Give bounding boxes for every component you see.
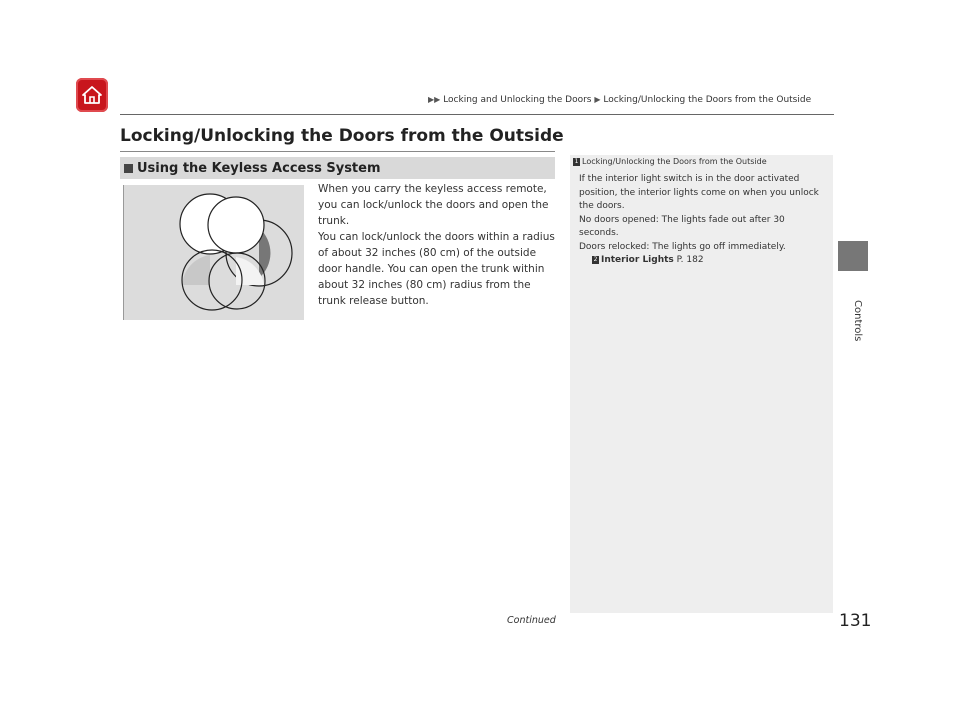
body-paragraph: When you carry the keyless access remote, you can lock/unlock the doors and open the trunk. bbox=[318, 183, 549, 227]
section-header bbox=[120, 157, 555, 179]
continued-label: Continued bbox=[507, 615, 556, 626]
note-body bbox=[579, 173, 827, 268]
home-icon bbox=[81, 85, 103, 105]
note-line: If the interior light switch is in the door activated position, the interior lights come on when you unlock the doors. bbox=[579, 174, 819, 211]
reference-page: P. 182 bbox=[676, 255, 704, 265]
title-divider bbox=[120, 151, 555, 152]
keyless-range-illustration bbox=[123, 185, 304, 320]
note-heading-text: Locking/Unlocking the Doors from the Outside bbox=[582, 157, 767, 166]
reference-arrow-icon: 2 bbox=[593, 256, 598, 263]
breadcrumb-arrow-icon: ▶▶ bbox=[428, 95, 441, 104]
note-line: No doors opened: The lights fade out after 30 seconds. bbox=[579, 214, 785, 238]
note-marker-icon: 1 bbox=[574, 158, 579, 165]
home-button[interactable] bbox=[76, 78, 108, 112]
page-number: 131 bbox=[839, 611, 872, 631]
breadcrumb-current: Locking/Unlocking the Doors from the Outside bbox=[603, 95, 812, 105]
header-divider bbox=[120, 114, 834, 115]
note-cross-reference[interactable] bbox=[579, 254, 827, 268]
section-tab-marker[interactable] bbox=[838, 241, 868, 271]
section-title: Using the Keyless Access System bbox=[137, 160, 381, 176]
body-paragraph: You can lock/unlock the doors within a radius of about 32 inches (80 cm) of the outside door handle. You can open the trunk within about 32 inches (80 cm) radius from the trunk release button. bbox=[318, 231, 555, 307]
body-text bbox=[318, 181, 558, 309]
range-circles-image bbox=[124, 185, 304, 320]
breadcrumb bbox=[428, 95, 834, 105]
reference-title[interactable]: Interior Lights bbox=[601, 255, 674, 265]
page-title: Locking/Unlocking the Doors from the Outside bbox=[120, 126, 564, 146]
note-heading bbox=[573, 157, 767, 166]
breadcrumb-link-locking-unlocking[interactable]: Locking and Unlocking the Doors bbox=[443, 95, 592, 105]
breadcrumb-arrow-icon: ▶ bbox=[594, 95, 601, 104]
note-line: Doors relocked: The lights go off immediately. bbox=[579, 241, 786, 252]
section-square-icon bbox=[124, 164, 133, 173]
section-tab-label: Controls bbox=[852, 300, 863, 342]
